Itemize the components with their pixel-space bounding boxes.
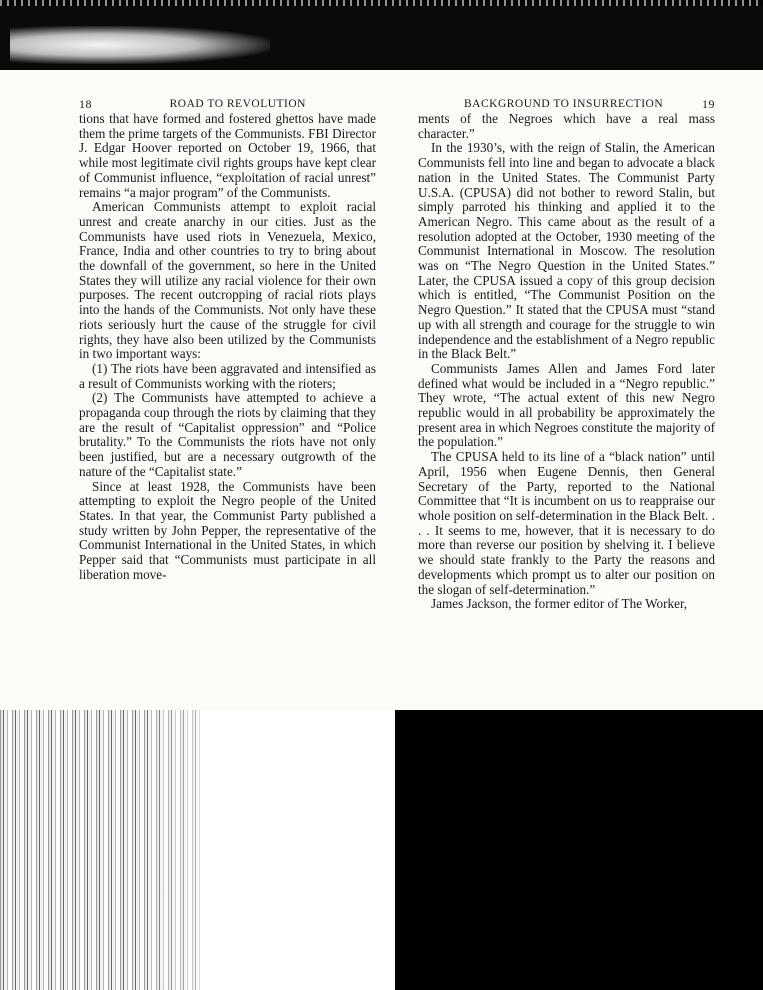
scan-bottom-left (0, 710, 395, 990)
scan-top-noise (0, 0, 763, 6)
scan-bottom-right (395, 710, 763, 990)
left-running-head (79, 96, 376, 112)
right-page (418, 96, 715, 612)
right-page-number: 19 (702, 97, 715, 111)
paragraph: (1) The riots have been aggravated and intensified as a result of Communists working with the rioters; (79, 360, 376, 391)
paragraph: Since at least 1928, the Communists have been attempting to exploit the Negro people of the United States. In that year, the Communist Party published a study written by John Pepper, the representative of the Communist International in the United States, in which Pepper said that “Communists must participate in all liberation move- (79, 478, 376, 582)
paragraph: American Communists attempt to exploit racial unrest and create anarchy in our cities. Just as the Communists have used riots in Venezuela, Mexico, France, India and other countries to try to bring about the downfall of the government, so here in the United States they will utilize any racial violence for their own purposes. The recent outcropping of racial riots plays into the hands of the Communists. Not only have these riots seriously hurt the cause of the struggle for civil rights, they have also been utilized by the Communists in two important ways: (79, 199, 376, 362)
paragraph: tions that have formed and fostered ghettos have made them the prime targets of the Communists. FBI Director J. Edgar Hoover reported on October 19, 1966, that while most legitimate civil rights groups have kept clear of Communist influence, “exploitation of racial unrest” remains “a major program” of the Communists. (79, 111, 376, 200)
scan-glare (10, 26, 270, 64)
right-running-head (418, 96, 715, 112)
right-running-title: BACKGROUND TO INSURRECTION (464, 98, 664, 110)
left-page (79, 96, 376, 583)
left-body-text (79, 112, 376, 583)
left-running-title: ROAD TO REVOLUTION (169, 98, 306, 110)
paragraph: ments of the Negroes which have a real mass character.” (418, 111, 715, 141)
paragraph: James Jackson, the former editor of The Worker, (431, 596, 688, 612)
paragraph: The CPUSA held to its line of a “black nation” until April, 1956 when Eugene Dennis, then General Secretary of the Party, reported to the National Committee that “It is incumbent on us to reappraise our whole position on self-determination in the Black Belt. . . . It seems to me, however, that it is necessary to do more than reverse our position by shelving it. I believe we should state frankly to the Party the reasons and developments which prompt us to alter our position on the slogan of self-determination.” (418, 449, 715, 597)
paragraph: In the 1930’s, with the reign of Stalin, the American Communists fell into line and began to advocate a black nation in the United States. The Communist Party U.S.A. (CPUSA) did not bother to reword Stalin, but simply parroted his thinking and applied it to the American Negro. This came about as the result of a resolution adopted at the October, 1930 meeting of the Communist International in Moscow. The resolution was on “The Negro Question in the United States.” Later, the CPUSA issued a copy of this group decision which is entitled, “The Communist Position on the Negro Question.” It stated that the CPUSA must “stand up with all strength and courage for the struggle to win independence and the establishment of a Negro republic in the Black Belt.” (418, 140, 715, 362)
left-page-number: 18 (79, 97, 92, 111)
right-body-text (418, 112, 715, 612)
paragraph: Communists James Allen and James Ford later defined what would be included in a “Negro republic.” They wrote, “The actual extent of this new Negro republic would in all probability be approximately the present area in which Negroes constitute the majority of the population.” (418, 360, 715, 450)
paragraph: (2) The Communists have attempted to achieve a propaganda coup through the riots by claiming that they are the result of “Capitalist oppression” and “Police brutality.” To the Communists the riots have not only been justified, but are a necessary outgrowth of the nature of the “Capitalist state.” (79, 390, 376, 479)
